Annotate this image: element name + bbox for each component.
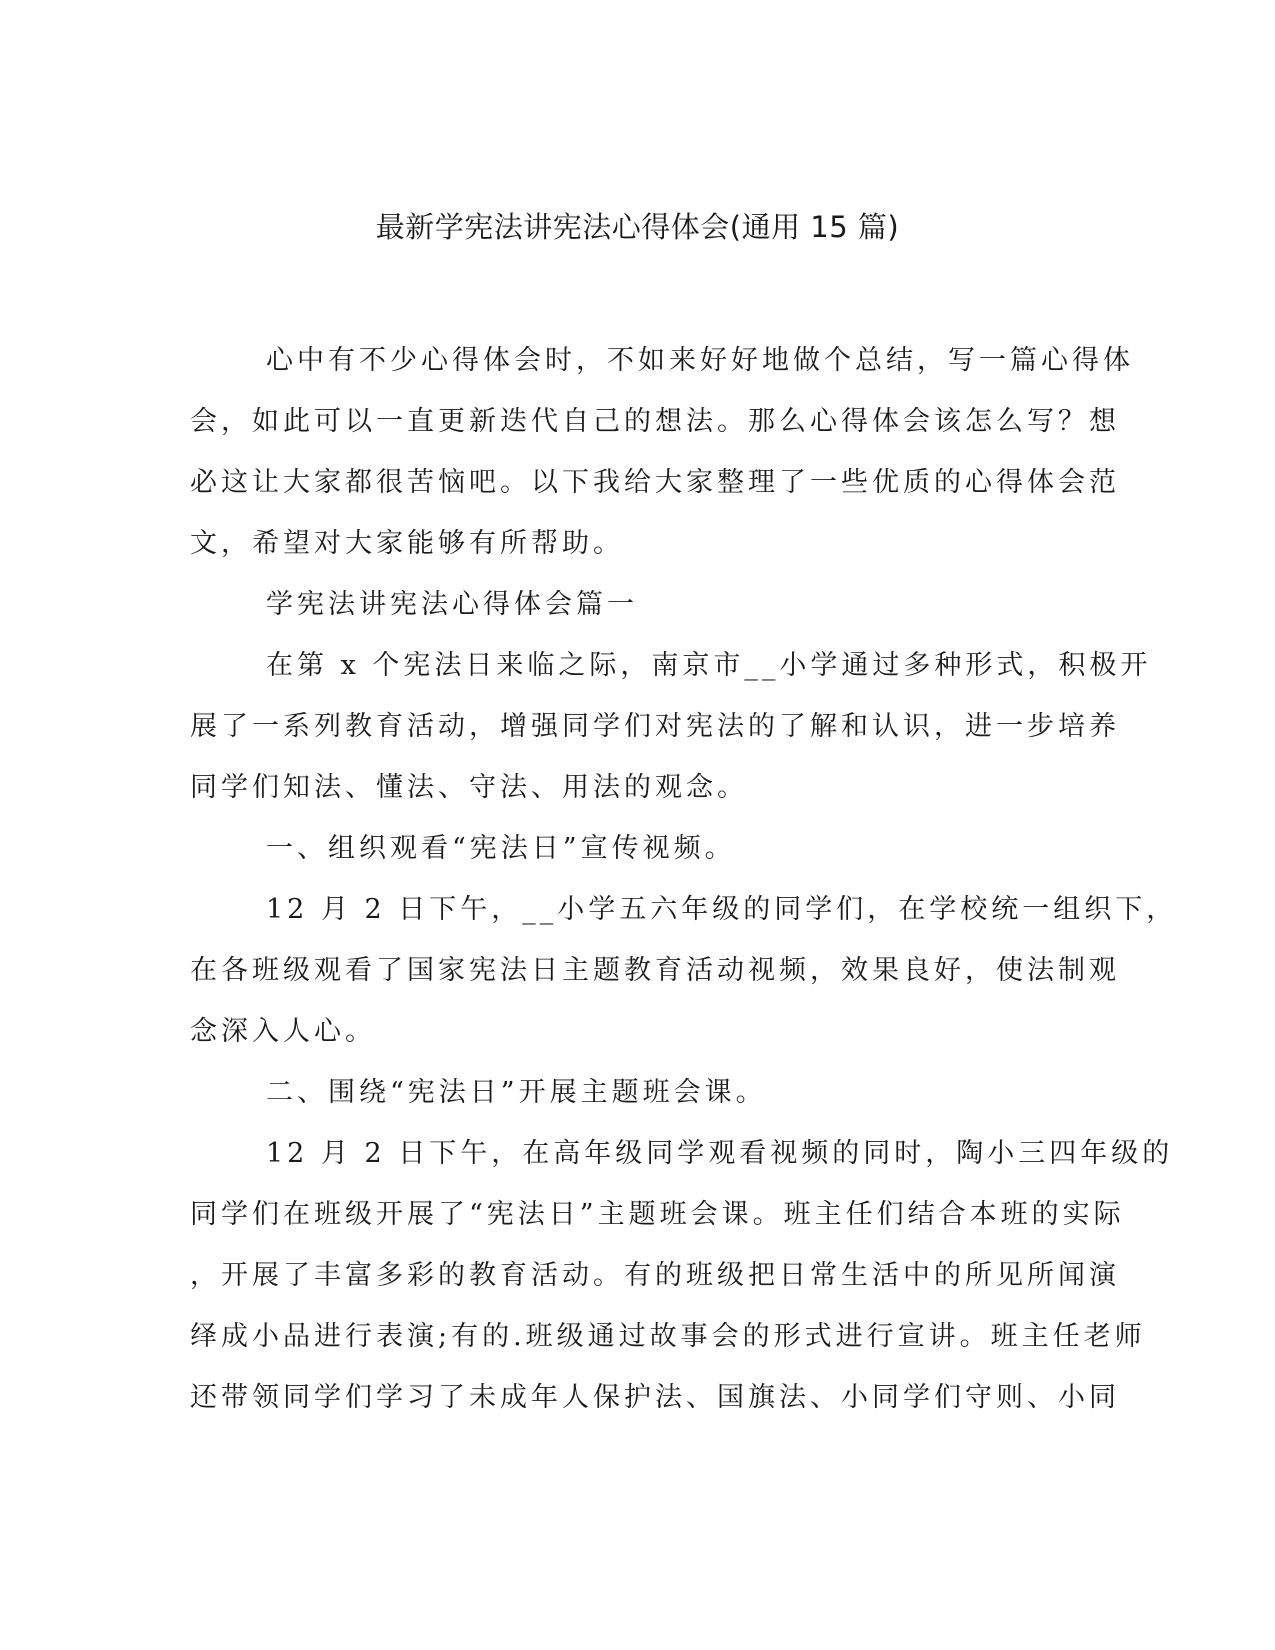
paragraph-2-line-1: 12 月 2 日下午，__小学五六年级的同学们，在学校统一组织下， (266, 894, 1178, 925)
intro-line-4: 文，希望对大家能够有所帮助。 (190, 528, 624, 559)
document-title: 最新学宪法讲宪法心得体会(通用 15 篇) (375, 210, 900, 244)
paragraph-3-line-1: 12 月 2 日下午，在高年级同学观看视频的同时，陶小三四年级的 (266, 1138, 1174, 1169)
document-body (190, 330, 1178, 1428)
subheading-2: 二、围绕“宪法日”开展主题班会课。 (266, 1077, 767, 1108)
paragraph-1-line-3: 同学们知法、懂法、守法、用法的观念。 (190, 772, 748, 803)
paragraph-3-line-5: 还带领同学们学习了未成年人保护法、国旗法、小同学们守则、小同 (190, 1382, 1120, 1413)
intro-line-2: 会，如此可以一直更新迭代自己的想法。那么心得体会该怎么写？想 (190, 406, 1120, 437)
subheading-1: 一、组织观看“宪法日”宣传视频。 (266, 833, 736, 864)
paragraph-2-line-2: 在各班级观看了国家宪法日主题教育活动视频，效果良好，使法制观 (190, 955, 1120, 986)
paragraph-3-line-2: 同学们在班级开展了“宪法日”主题班会课。班主任们结合本班的实际 (190, 1199, 1125, 1230)
paragraph-2-line-3: 念深入人心。 (190, 1016, 376, 1047)
paragraph-1-line-2: 展了一系列教育活动，增强同学们对宪法的了解和认识，进一步培养 (190, 711, 1120, 742)
paragraph-1-line-1: 在第 x 个宪法日来临之际，南京市__小学通过多种形式，积极开 (266, 650, 1152, 681)
intro-line-1: 心中有不少心得体会时，不如来好好地做个总结，写一篇心得体 (266, 345, 1134, 376)
paragraph-3-line-4: 绎成小品进行表演;有的.班级通过故事会的形式进行宣讲。班主任老师 (190, 1321, 1146, 1352)
paragraph-3-line-3: ，开展了丰富多彩的教育活动。有的班级把日常生活中的所见所闻演 (190, 1260, 1120, 1291)
section-heading-1: 学宪法讲宪法心得体会篇一 (266, 589, 638, 620)
intro-line-3: 必这让大家都很苦恼吧。以下我给大家整理了一些优质的心得体会范 (190, 467, 1120, 498)
